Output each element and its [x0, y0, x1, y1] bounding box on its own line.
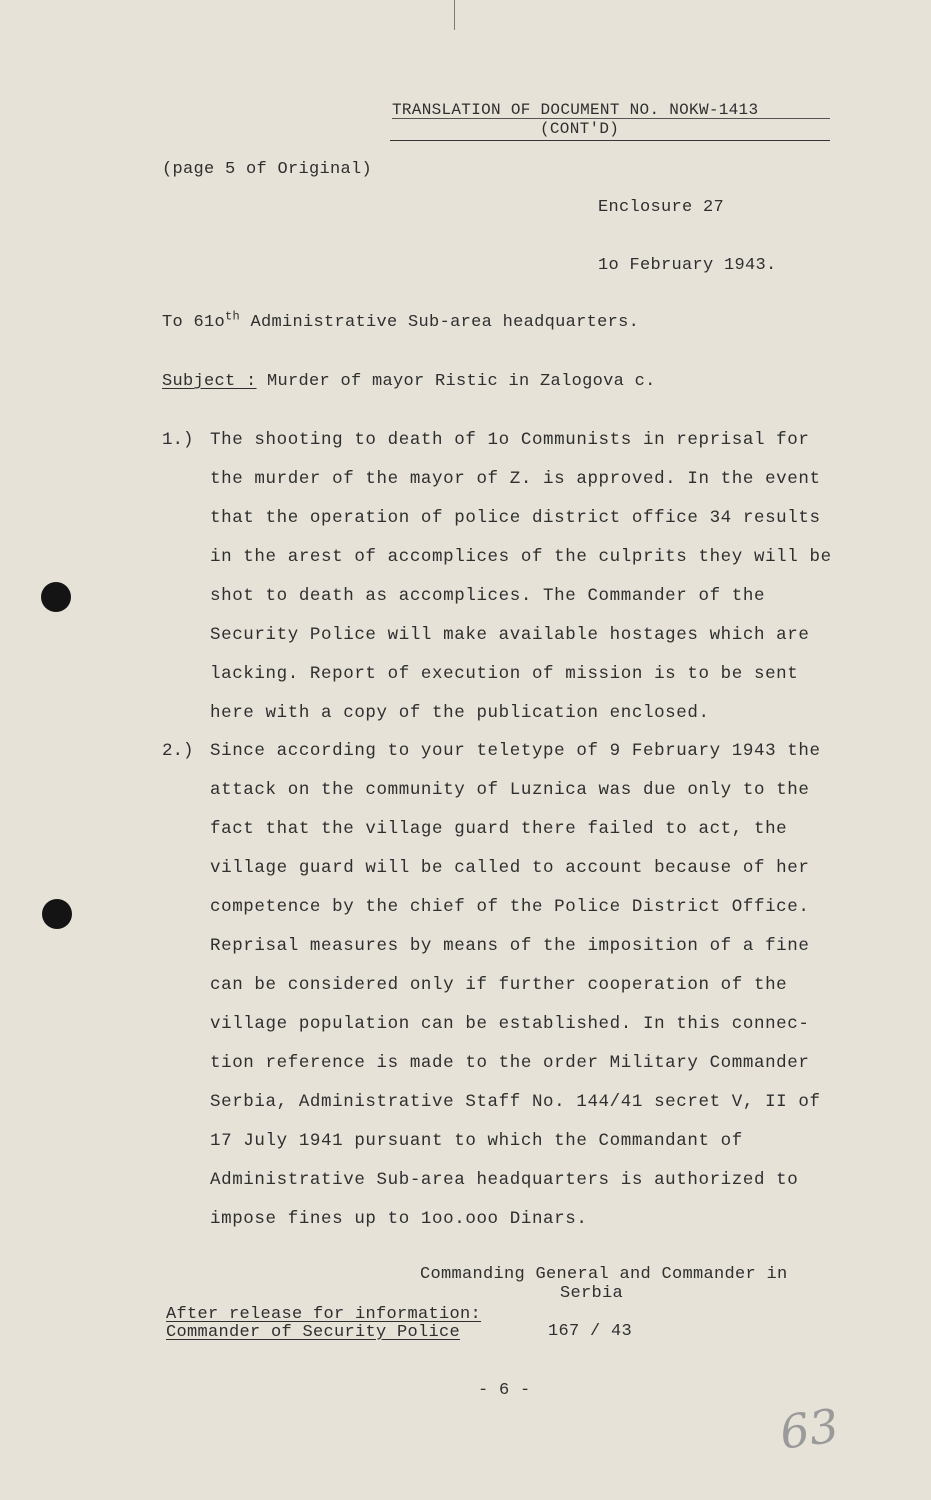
subject-line	[162, 372, 656, 391]
reference-number: 167 / 43	[548, 1322, 633, 1341]
paragraph-1-number: 1.)	[162, 430, 194, 450]
signature-line-1: Commanding General and Commander in	[420, 1265, 788, 1284]
paragraph-1-text: The shooting to death of 1o Communists in reprisal for the murder of the mayor of Z. is approved. In the event that the operation of police district office 34 results in the arest of accomplices of the culprits they will be shot to death as accomplices. The Commander of the Security Police will make available hostages which are lacking. Report of execution of mission is to be sent here with a copy of the publication enclosed.	[210, 430, 832, 723]
page-note: (page 5 of Original)	[162, 160, 373, 179]
paragraph-2-text: Since according to your teletype of 9 February 1943 the attack on the community of Luznica was due only to the fact that the village guard there failed to act, the village guard will be called to account because of her competence by the chief of the Police District Office. Reprisal measures by means of the imposition of a fine can be considered only if further cooperation of the village population can be established. In this connec-tion reference is made to the order Military Commander Serbia, Administrative Staff No. 144/41 secret V, II of 17 July 1941 pursuant to which the Commandant of Administrative Sub-area headquarters is authorized to impose fines up to 1oo.ooo Dinars.	[210, 741, 821, 1229]
enclosure-label: Enclosure 27	[598, 198, 725, 217]
distribution-line-1: After release for information:	[166, 1305, 482, 1324]
paper-fold-mark	[454, 0, 455, 30]
addressee-superscript: th	[225, 309, 241, 324]
punch-hole-bottom	[42, 899, 72, 929]
addressee-prefix: To 61o	[162, 313, 226, 332]
header-title: TRANSLATION OF DOCUMENT NO. NOKW-1413	[392, 101, 759, 119]
punch-hole-top	[41, 582, 71, 612]
document-date: 1o February 1943.	[598, 256, 777, 275]
signature-line-2: Serbia	[560, 1284, 624, 1303]
header-title-underline	[392, 118, 830, 119]
subject-label: Subject :	[162, 372, 257, 391]
addressee	[162, 309, 640, 332]
subject-text: Murder of mayor Ristic in Zalogova c.	[256, 372, 656, 391]
page-number: - 6 -	[478, 1381, 531, 1400]
addressee-rest: Administrative Sub-area headquarters.	[240, 313, 640, 332]
header-rule	[390, 140, 830, 141]
header-subtitle: (CONT'D)	[540, 120, 620, 138]
paragraph-2-number: 2.)	[162, 741, 194, 761]
distribution-line-2: Commander of Security Police	[166, 1323, 461, 1342]
handwritten-page-number: 63	[776, 1398, 843, 1460]
